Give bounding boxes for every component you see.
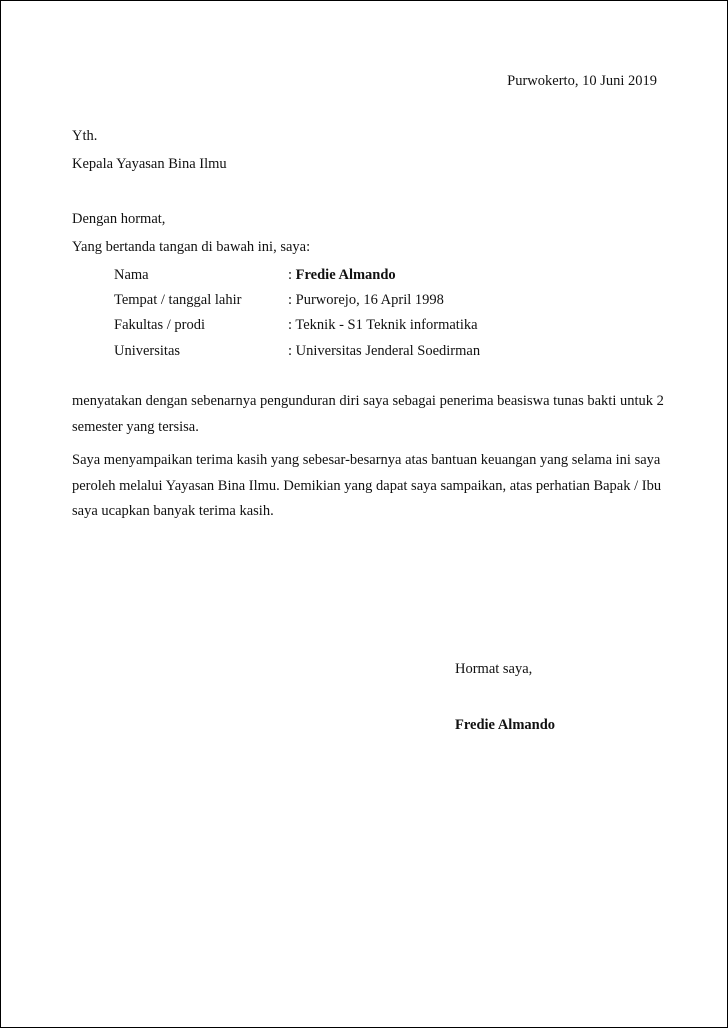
university-name: Universitas Jenderal Soedirman [295, 343, 481, 359]
info-label-name: Nama [114, 267, 149, 283]
info-value-birth [288, 291, 444, 309]
salutation: Dengan hormat, [72, 211, 166, 227]
statement-paragraph: menyatakan dengan sebenarnya pengunduran diri saya sebagai penerima beasiswa tunas bakti untuk 2 semester yang tersisa. [72, 393, 664, 435]
separator: : [288, 267, 296, 283]
closing: Hormat saya, [455, 661, 533, 677]
student-name: Fredie Almando [295, 267, 396, 283]
separator: : [288, 343, 296, 359]
addressee-prefix: Yth. [72, 128, 98, 144]
separator: : [288, 317, 296, 333]
separator: : [288, 292, 296, 308]
info-label-faculty: Fakultas / prodi [114, 317, 206, 333]
info-label-university: Universitas [114, 343, 181, 359]
info-value-faculty [288, 316, 478, 334]
info-value-name [288, 266, 396, 284]
birth-place-date: Purworejo, 16 April 1998 [295, 292, 444, 308]
info-label-birth: Tempat / tanggal lahir [114, 292, 242, 308]
info-value-university [288, 342, 480, 360]
place-date: Purwokerto, 10 Juni 2019 [507, 73, 657, 89]
thanks-paragraph: Saya menyampaikan terima kasih yang sebesar-besarnya atas bantuan keuangan yang selama ini saya peroleh melalui Yayasan Bina Ilmu. Demikian yang dapat saya sampaikan, atas perhatian Bapak / Ibu saya ucapkan banyak terima kasih. [72, 452, 662, 519]
signer-name: Fredie Almando [455, 717, 556, 733]
faculty-program: Teknik - S1 Teknik informatika [295, 317, 478, 333]
addressee: Kepala Yayasan Bina Ilmu [72, 156, 227, 172]
intro-text: Yang bertanda tangan di bawah ini, saya: [72, 239, 311, 255]
